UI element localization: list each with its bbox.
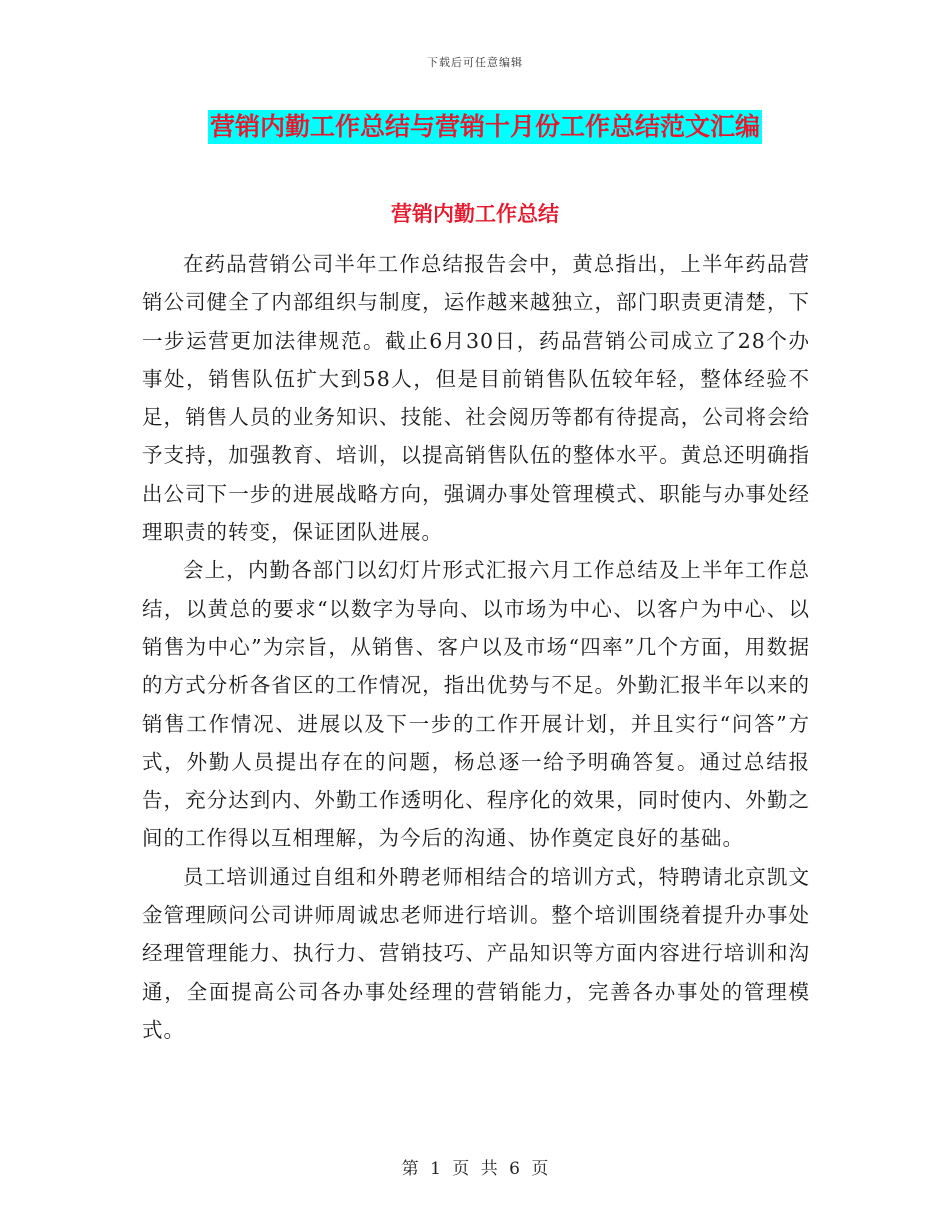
main-title-container	[208, 110, 790, 144]
section-title: 营销内勤工作总结	[391, 202, 559, 226]
paragraph-3: 员工培训通过自组和外聘老师相结合的培训方式，特聘请北京凯文金管理顾问公司讲师周诚忠老师进行培训。整个培训围绕着提升办事处经理管理能力、执行力、营销技巧、产品知识等方面内容进行培训和沟通，全面提高公司各办事处经理的营销能力，完善各办事处的管理模式。	[142, 864, 810, 1042]
paragraph-2: 会上，内勤各部门以幻灯片形式汇报六月工作总结及上半年工作总结，以黄总的要求“以数字为导向、以市场为中心、以客户为中心、以销售为中心”为宗旨，从销售、客户以及市场“四率”几个方面，用数据的方式分析各省区的工作情况，指出优势与不足。外勤汇报半年以来的销售工作情况、进展以及下一步的工作开展计划，并且实行“问答”方式，外勤人员提出存在的问题，杨总逐一给予明确答复。通过总结报告，充分达到内、外勤工作透明化、程序化的效果，同时使内、外勤之间的工作得以互相理解，为今后的沟通、协作奠定良好的基础。	[142, 558, 810, 851]
header-note: 下载后可任意编辑	[427, 56, 523, 69]
document-body	[142, 245, 810, 1049]
main-title: 营销内勤工作总结与营销十月份工作总结范文汇编	[208, 110, 762, 144]
page-footer: 第 1 页 共 6 页	[401, 1159, 549, 1179]
paragraph-1: 在药品营销公司半年工作总结报告会中，黄总指出，上半年药品营销公司健全了内部组织与制度，运作越来越独立，部门职责更清楚，下一步运营更加法律规范。截止6月30日，药品营销公司成立了28个办事处，销售队伍扩大到58人，但是目前销售队伍较年轻，整体经验不足，销售人员的业务知识、技能、社会阅历等都有待提高，公司将会给予支持，加强教育、培训，以提高销售队伍的整体水平。黄总还明确指出公司下一步的进展战略方向，强调办事处管理模式、职能与办事处经理职责的转变，保证团队进展。	[142, 252, 810, 545]
